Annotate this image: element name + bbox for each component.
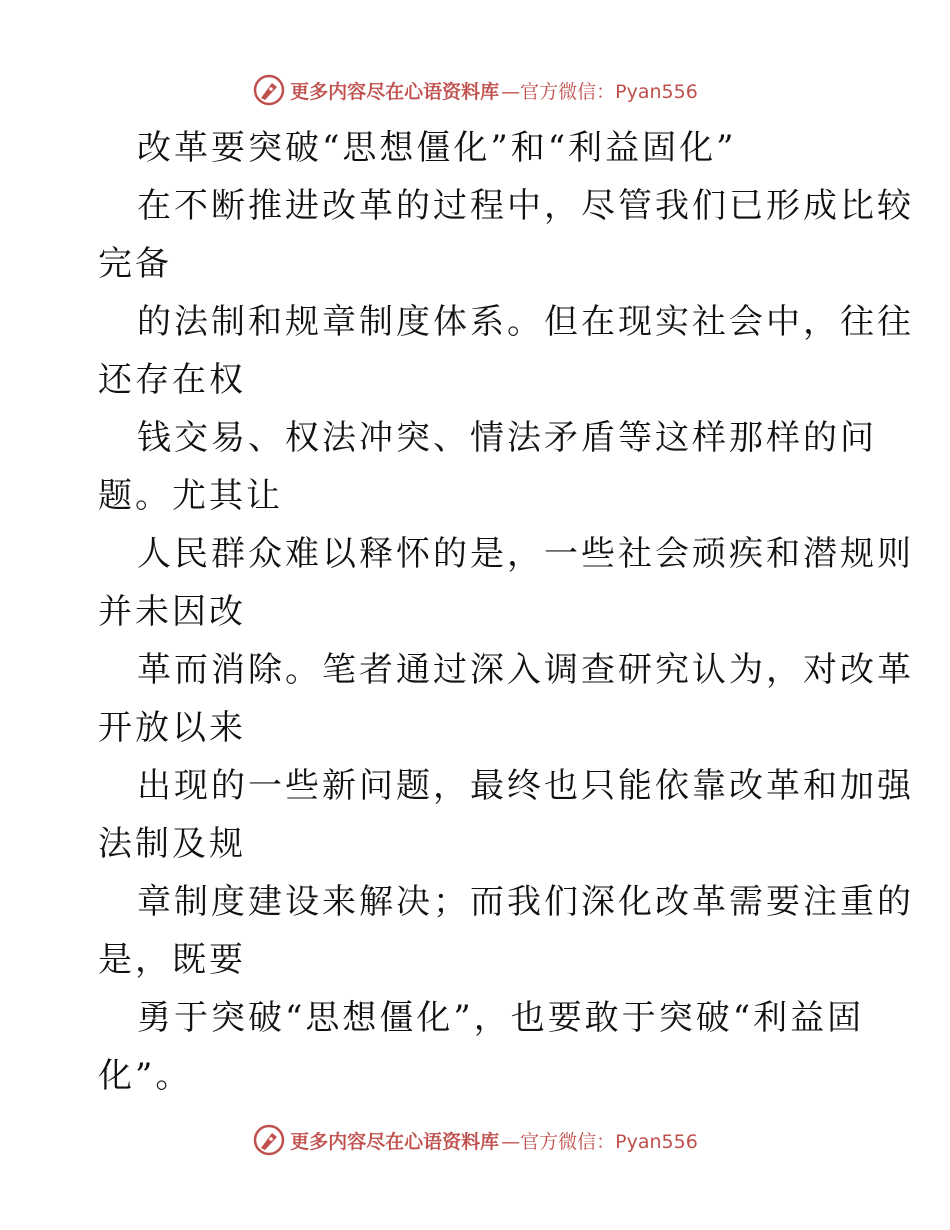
- paragraph-line: 钱交易、权法冲突、情法矛盾等这样那样的问: [137, 418, 877, 458]
- footer-watermark: [0, 1120, 950, 1160]
- paragraph-line: 完备: [98, 244, 172, 284]
- paragraph-line: 革而消除。笔者通过深入调查研究认为，对改革: [137, 650, 914, 690]
- watermark-text: 更多内容尽在心语资料库: [290, 1130, 500, 1153]
- paragraph-line: 出现的一些新问题，最终也只能依靠改革和加强: [137, 766, 914, 806]
- paragraph-line: 勇于突破“思想僵化”，也要敢于突破“利益固: [137, 998, 865, 1038]
- paragraph-line: 人民群众难以释怀的是，一些社会顽疾和潜规则: [137, 534, 914, 574]
- paragraph-line: 并未因改: [98, 592, 246, 632]
- paragraph-line: 在不断推进改革的过程中，尽管我们已形成比较: [137, 186, 914, 226]
- paragraph-line: 法制及规: [98, 824, 246, 864]
- watermark-contact: —官方微信：Pyan556: [501, 1130, 698, 1153]
- pen-nib-logo-icon: [252, 1123, 286, 1157]
- watermark-text: 更多内容尽在心语资料库: [290, 80, 500, 103]
- document-title: 改革要突破“思想僵化”和“利益固化”: [137, 128, 737, 168]
- paragraph-line: 的法制和规章制度体系。但在现实社会中，往往: [137, 302, 914, 342]
- paragraph-line: 化”。: [98, 1056, 193, 1096]
- paragraph-line: 还存在权: [98, 360, 246, 400]
- watermark-contact: —官方微信：Pyan556: [501, 80, 698, 103]
- header-watermark: [0, 70, 950, 110]
- paragraph-line: 开放以来: [98, 708, 246, 748]
- paragraph-line: 章制度建设来解决；而我们深化改革需要注重的: [137, 882, 914, 922]
- paragraph-line: 是，既要: [98, 940, 246, 980]
- paragraph-line: 题。尤其让: [98, 476, 283, 516]
- pen-nib-logo-icon: [252, 73, 286, 107]
